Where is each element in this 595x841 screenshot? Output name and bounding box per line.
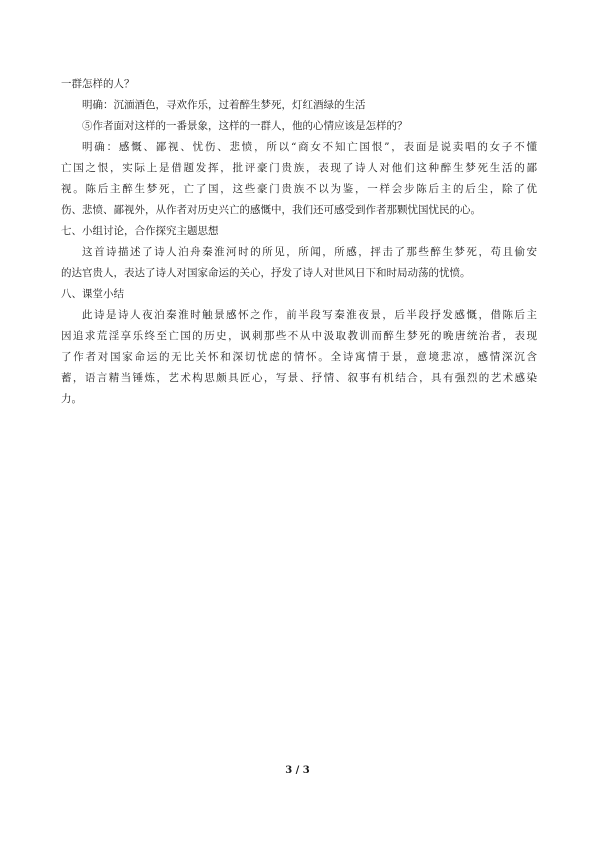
paragraph-question-5: [61, 116, 537, 137]
text-line: 了作者对国家命运的无比关怀和深切忧虑的情怀。全诗寓情于景，意境悲凉，感情深沉含: [61, 351, 537, 363]
section-heading-7: [61, 221, 537, 242]
text-line: 伤、悲愤、鄙视外，从作者对历史兴亡的感慨中，我们还可感受到作者那颗忧国忧民的心。: [61, 204, 481, 216]
text-line: 因追求荒淫享乐终至亡国的历史，讽刺那些不从中汲取教训而醉生梦死的晚唐统治者，表现: [61, 330, 537, 342]
page-number: 3 / 3: [285, 765, 310, 776]
section-heading-8: [61, 284, 537, 305]
heading-text: 八、课堂小结: [61, 288, 124, 300]
paragraph-theme: [61, 242, 537, 284]
text-line: 一群怎样的人？: [61, 78, 135, 90]
text-line: 蓄，语言精当锤炼，艺术构思颇具匠心，写景、抒情、叙事有机结合，具有强烈的艺术感染: [61, 372, 537, 384]
text-line: 视。陈后主醉生梦死，亡了国，这些豪门贵族不以为鉴，一样会步陈后主的后尘，除了优: [61, 183, 537, 195]
paragraph-question-end: [61, 74, 537, 95]
text-line: ⑤作者面对这样的一番景象，这样的一群人，他的心情应该是怎样的？: [82, 120, 408, 132]
text-line: 力。: [61, 393, 82, 405]
text-line: 这首诗描述了诗人泊舟秦淮河时的所见，所闻，所感，抨击了那些醉生梦死，苟且偷安: [82, 246, 537, 258]
paragraph-summary: [61, 305, 537, 410]
text-line: 的达官贵人，表达了诗人对国家命运的关心，抒发了诗人对世风日下和时局动荡的忧愤。: [61, 267, 471, 279]
text-line: 此诗是诗人夜泊秦淮时触景感怀之作，前半段写秦淮夜景，后半段抒发感慨，借陈后主: [82, 309, 537, 321]
text-line: 亡国之恨，实际上是借题发挥，批评豪门贵族，表现了诗人对他们这种醉生梦死生活的鄙: [61, 162, 537, 174]
paragraph-answer-5: [61, 137, 537, 221]
text-line: 明确：感慨、鄙视、忧伤、悲愤，所以“商女不知亡国恨”，表面是说卖唱的女子不懂: [82, 141, 537, 153]
document-body: [61, 74, 537, 410]
paragraph-answer-1: [61, 95, 537, 116]
heading-text: 七、小组讨论，合作探究主题思想: [61, 225, 219, 237]
text-line: 明确：沉湎酒色，寻欢作乐，过着醉生梦死，灯红酒绿的生活: [82, 99, 366, 111]
